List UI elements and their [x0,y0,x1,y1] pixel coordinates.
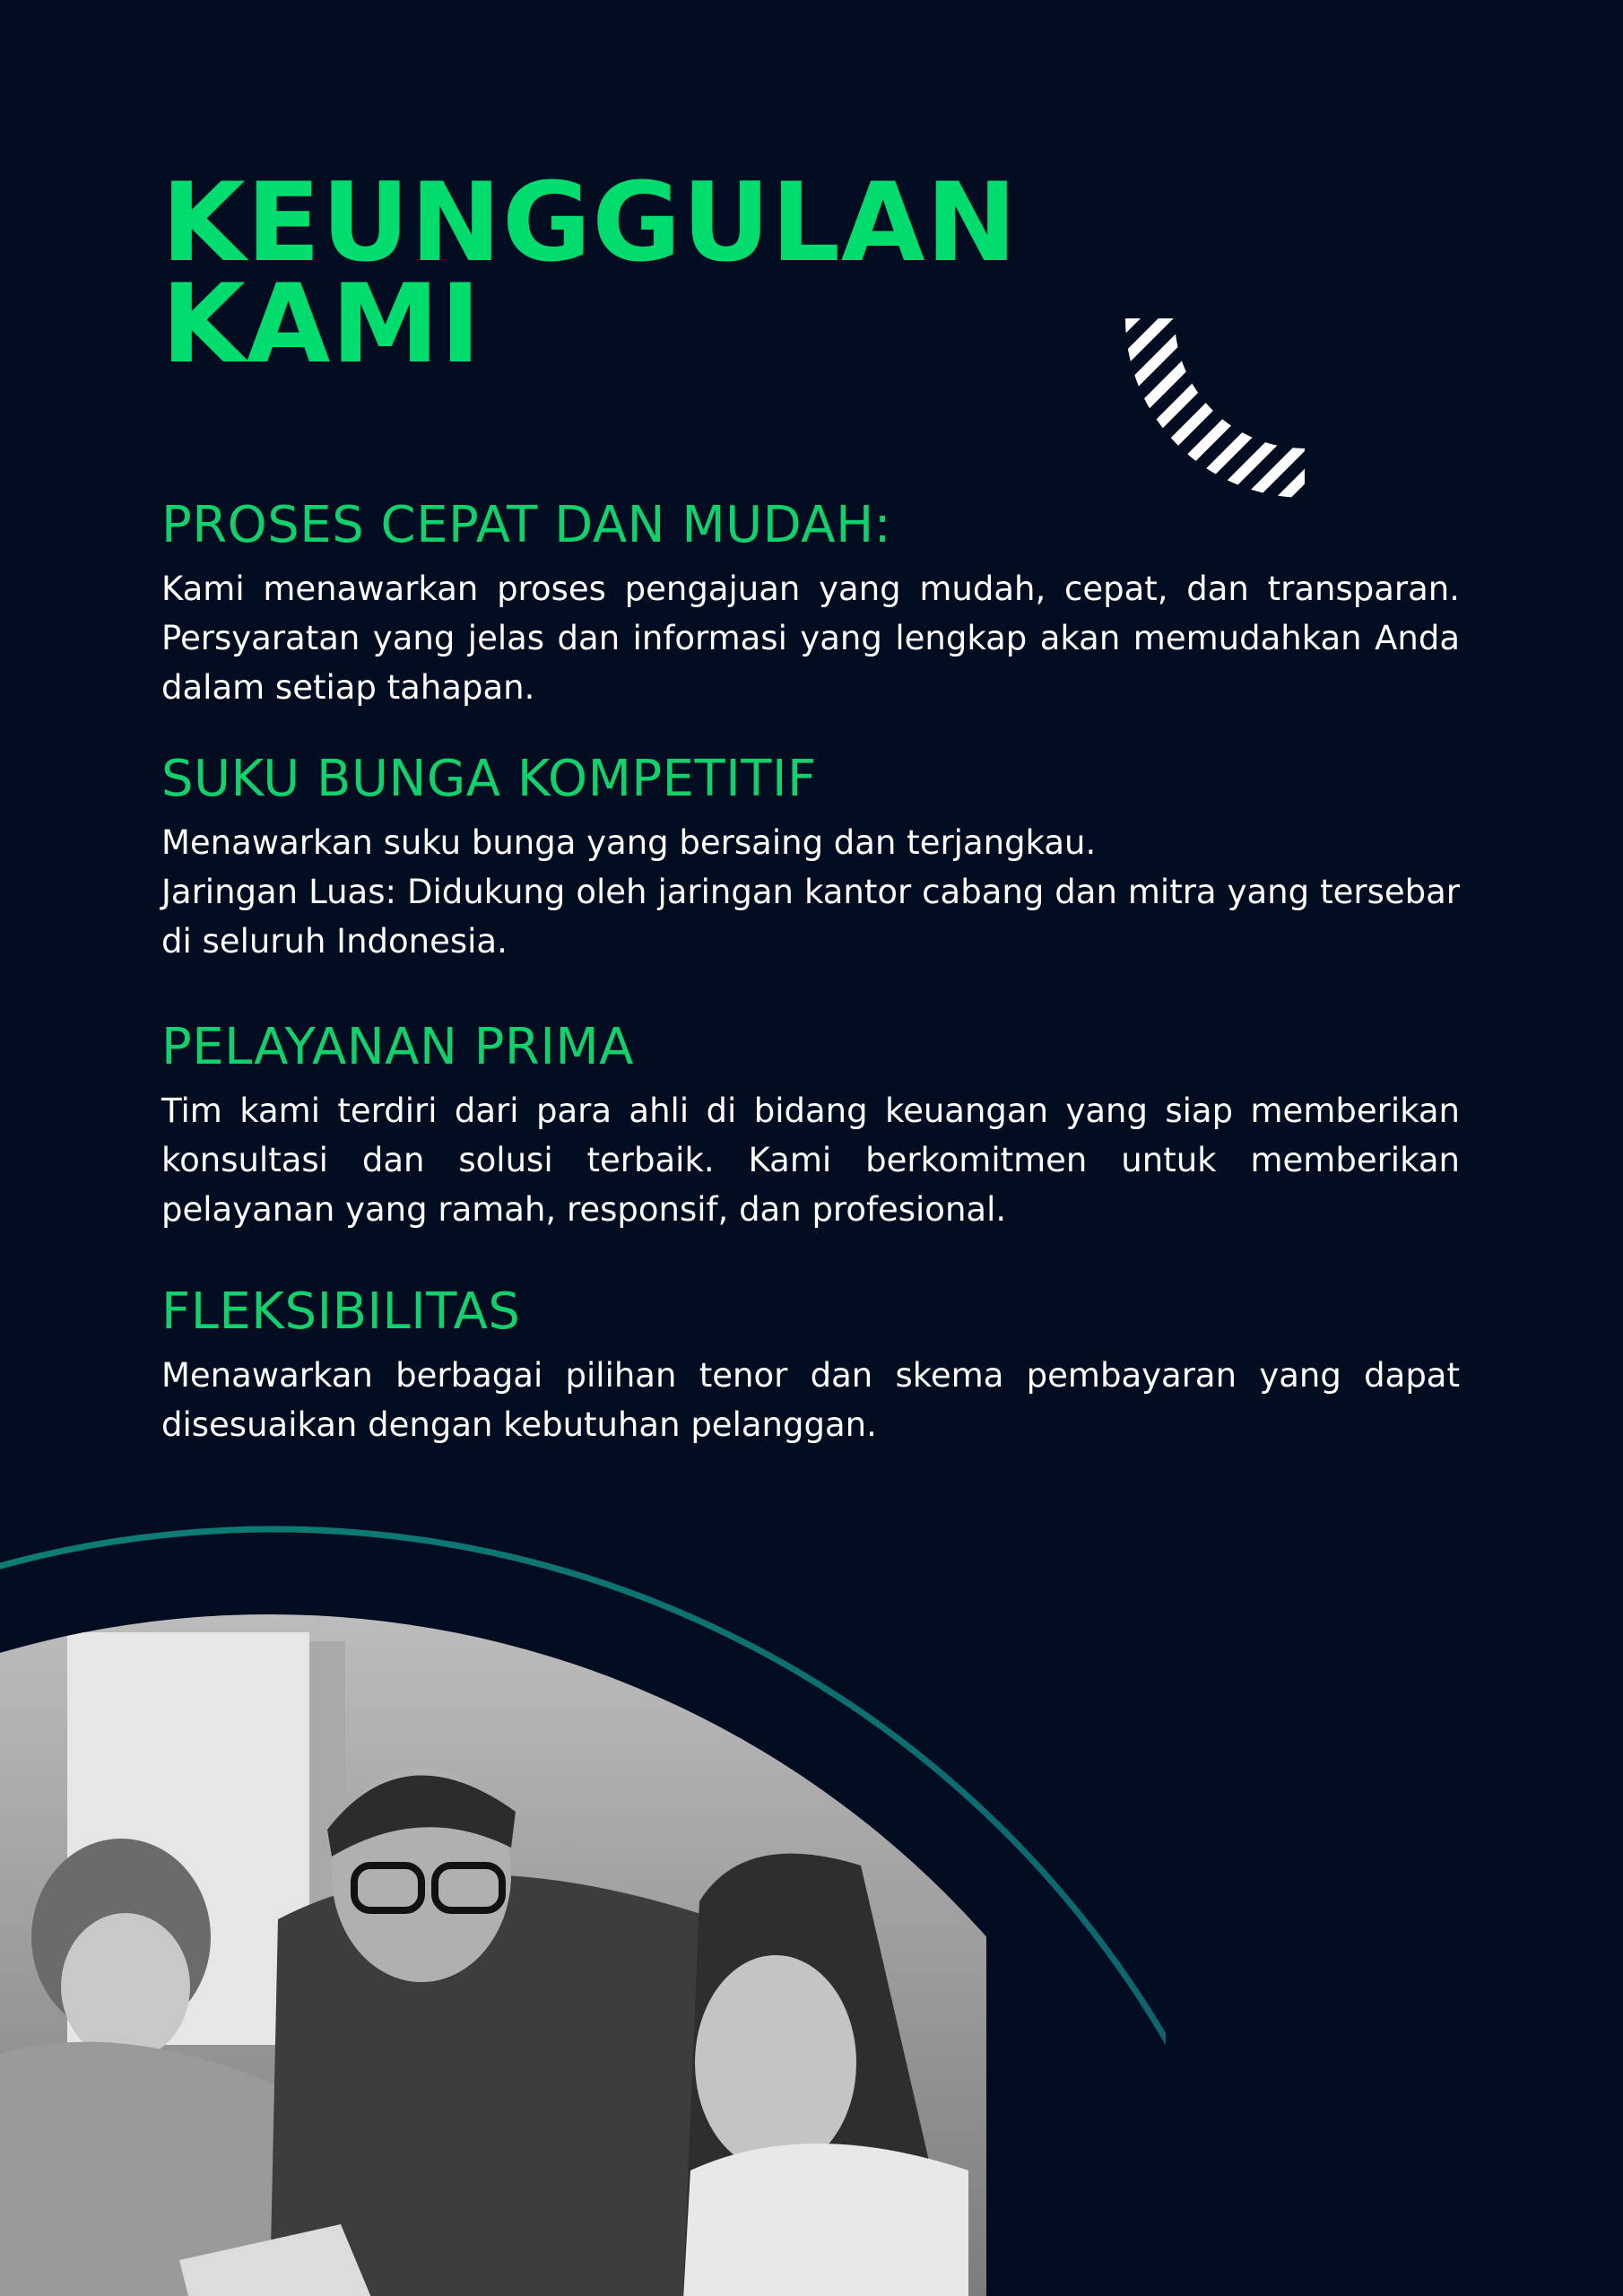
feature-body: Kami menawarkan proses pengajuan yang mudah, cepat, dan transparan. Persyaratan yang jelas dan informasi yang lengkap akan memudahkan Anda dalam setiap tahapan. [161,570,1460,707]
feature-service [161,1018,1460,1234]
feature-heading: FLEKSIBILITAS [161,1283,521,1341]
feature-heading: PROSES CEPAT DAN MUDAH: [161,496,892,554]
feature-heading: PELAYANAN PRIMA [161,1018,634,1076]
team-photo [0,1605,986,2296]
feature-body: Menawarkan suku bunga yang bersaing dan terjangkau. Jaringan Luas: Didukung oleh jaringan kantor cabang dan mitra yang tersebar di seluruh Indonesia. [161,823,1460,961]
hatch-decoration-icon [1125,318,1305,498]
photo-arc-area [0,1489,1166,2296]
feature-flexibility [161,1283,1460,1449]
page-title: KEUNGGULAN KAMI [161,160,1018,387]
feature-body: Tim kami terdiri dari para ahli di bidang keuangan yang siap memberikan konsultasi dan solusi terbaik. Kami berkomitmen untuk memberikan pelayanan yang ramah, responsif, dan profesional. [161,1091,1460,1229]
feature-process [161,496,1460,712]
feature-heading: SUKU BUNGA KOMPETITIF [161,750,817,808]
feature-interest [161,750,1460,966]
feature-body: Menawarkan berbagai pilihan tenor dan skema pembayaran yang dapat disesuaikan dengan kebutuhan pelanggan. [161,1356,1460,1444]
